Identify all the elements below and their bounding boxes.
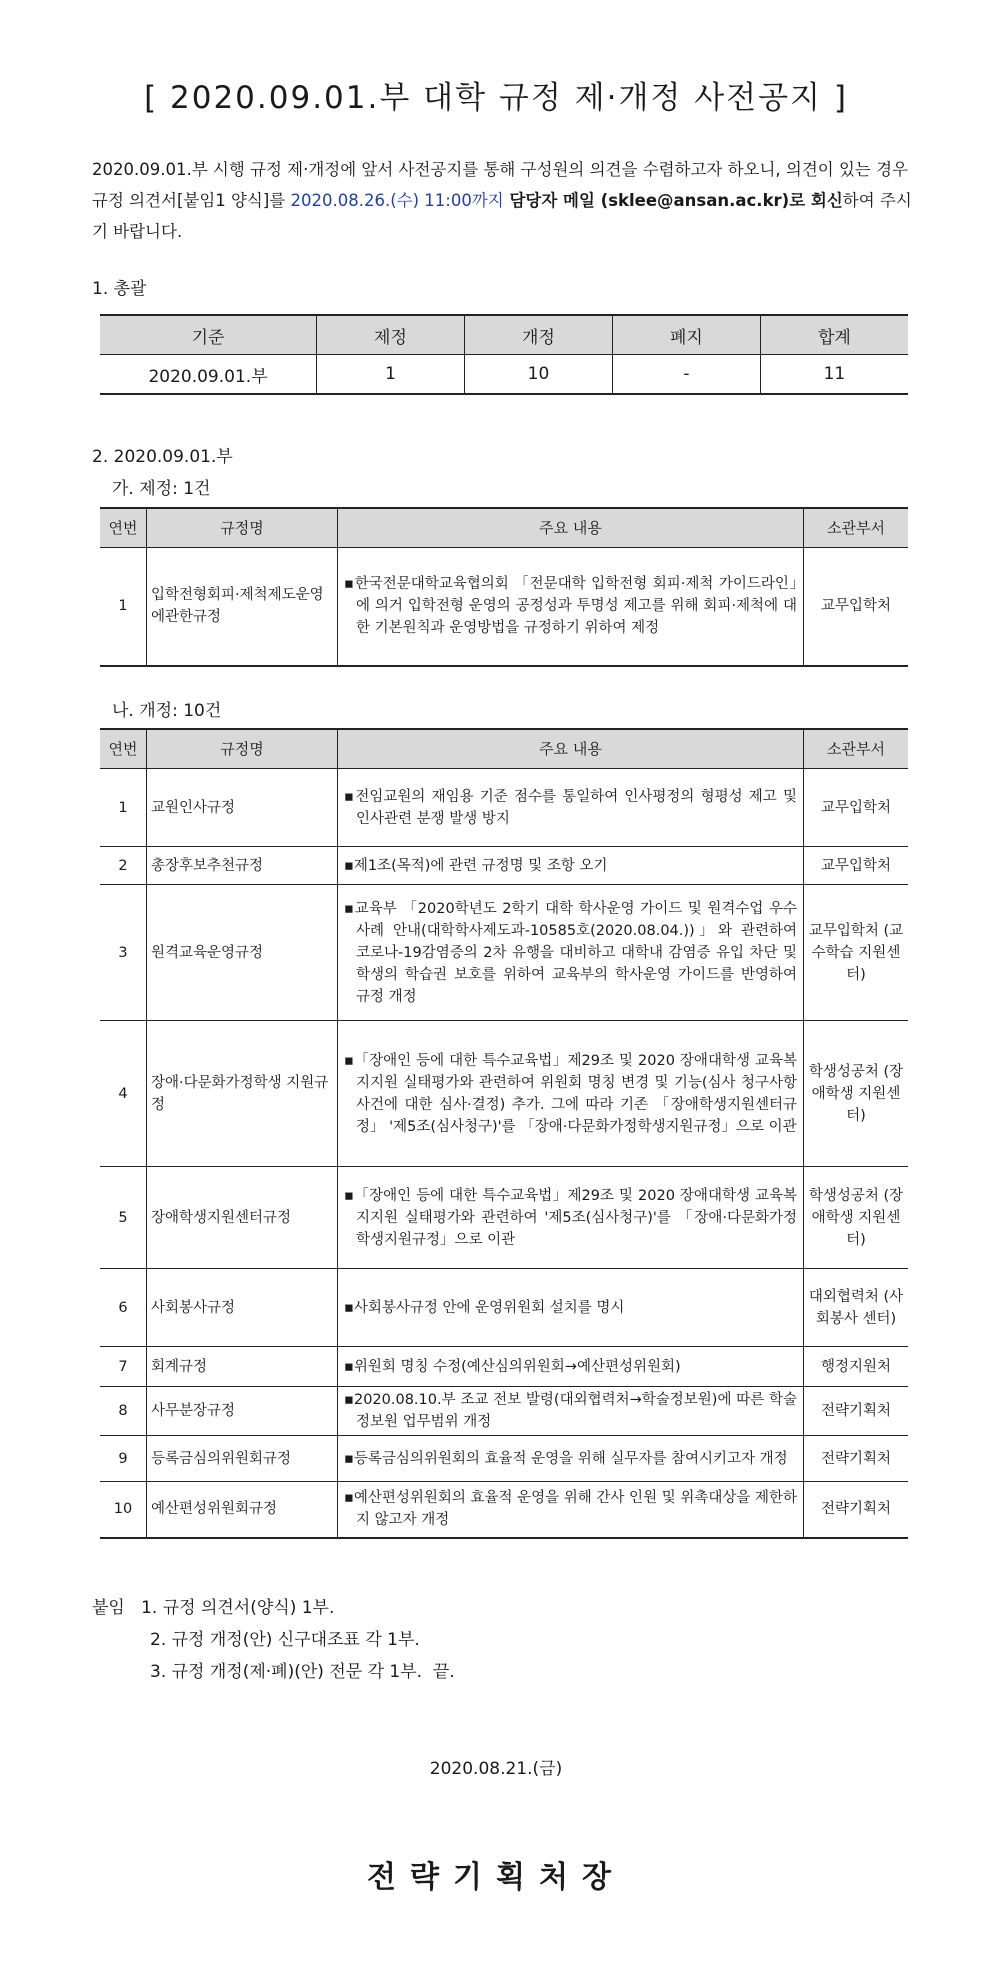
row-number: 7 xyxy=(118,1358,128,1375)
intro-email: (sklee@ansan.ac.kr)로 회신 xyxy=(600,191,843,210)
attachment-item: 1. 규정 의견서(양식) 1부. xyxy=(141,1598,335,1618)
main-content-cell xyxy=(338,847,804,885)
signer-title: 전략기획처장 xyxy=(367,1860,625,1895)
attachment-row xyxy=(92,1592,455,1624)
regulation-name: 장애·다문화가정학생 지원규정 xyxy=(151,1074,329,1113)
main-content-cell xyxy=(338,1436,804,1482)
main-content-cell xyxy=(338,1167,804,1269)
main-content: ▪사회봉사규정 안에 운영위원회 설치를 명시 xyxy=(344,1299,625,1316)
row-number-cell xyxy=(100,1269,147,1347)
table-row xyxy=(100,847,908,885)
row-number: 3 xyxy=(118,944,128,961)
regulation-name-cell xyxy=(147,885,338,1021)
department-cell xyxy=(804,1167,909,1269)
table-row xyxy=(100,1269,908,1347)
amend-table xyxy=(100,728,908,1539)
attachment-row xyxy=(92,1624,455,1656)
row-number: 4 xyxy=(118,1085,128,1102)
regulation-name-cell xyxy=(147,1387,338,1436)
row-number: 10 xyxy=(113,1501,133,1518)
regulation-name: 원격교육운영규정 xyxy=(151,944,264,961)
regulation-name: 입학전형회피·제척제도운영에관한규정 xyxy=(151,587,324,626)
amend-header-row xyxy=(100,729,908,769)
department-cell xyxy=(804,1482,909,1538)
department-cell xyxy=(804,1436,909,1482)
summary-header-cell: 합계 xyxy=(760,315,908,355)
row-number-cell xyxy=(100,548,147,666)
summary-cell: 10 xyxy=(464,355,612,395)
main-content: ▪「장애인 등에 대한 특수교육법」제29조 및 2020 장애대학생 교육복지지원 실태평가와 관련하여 '제5조(심사청구)'를 「장애·다문화가정학생지원규정」으로 이관 xyxy=(344,1187,797,1248)
row-number-cell xyxy=(100,847,147,885)
table-row xyxy=(100,1021,908,1167)
department-cell xyxy=(804,1347,909,1387)
summary-header-cell: 폐지 xyxy=(613,315,761,355)
row-number: 1 xyxy=(118,799,128,816)
row-number-cell xyxy=(100,1021,147,1167)
department: 교무입학처 xyxy=(820,857,892,874)
table-row xyxy=(100,1436,908,1482)
regulation-name: 총장후보추천규정 xyxy=(151,857,264,874)
table-row xyxy=(100,1482,908,1538)
row-number: 1 xyxy=(118,598,128,615)
main-content-cell xyxy=(338,1482,804,1538)
department: 교무입학처 xyxy=(820,598,892,615)
department-cell xyxy=(804,548,909,666)
main-content: ▪2020.08.10.부 조교 전보 발령(대외협력처→학술정보원)에 따른 학술정보원 업무범위 개정 xyxy=(344,1392,797,1430)
regulation-name-cell xyxy=(147,1482,338,1538)
row-number-cell xyxy=(100,1482,147,1538)
department: 학생성공처 (장애학생 지원센터) xyxy=(808,1063,904,1124)
summary-cell: 11 xyxy=(760,355,908,395)
main-content-cell xyxy=(338,548,804,666)
section2-heading: 2. 2020.09.01.부 xyxy=(92,447,233,467)
row-number-cell xyxy=(100,885,147,1021)
department: 전략기획처 xyxy=(820,1501,892,1518)
attachment-item: 3. 규정 개정(제·폐)(안) 전문 각 1부. 끝. xyxy=(150,1662,455,1682)
attachment-item: 2. 규정 개정(안) 신구대조표 각 1부. xyxy=(150,1630,420,1650)
table-row xyxy=(100,1167,908,1269)
intro-deadline: 2020.08.26.(수) 11:00까지 xyxy=(290,191,504,210)
department-cell xyxy=(804,1387,909,1436)
department-cell xyxy=(804,847,909,885)
enact-table xyxy=(100,507,908,667)
main-content-cell xyxy=(338,769,804,847)
department: 교무입학처 xyxy=(820,799,892,816)
main-content-cell xyxy=(338,885,804,1021)
summary-header-cell: 개정 xyxy=(464,315,612,355)
row-number: 8 xyxy=(118,1403,128,1419)
main-content: ▪위원회 명칭 수정(예산심의위원회→예산편성위원회) xyxy=(344,1358,681,1375)
department-cell xyxy=(804,885,909,1021)
department-cell xyxy=(804,1269,909,1347)
row-number: 5 xyxy=(118,1209,128,1226)
col-header-content: 주요 내용 xyxy=(338,729,804,769)
main-content: ▪제1조(목적)에 관련 규정명 및 조항 오기 xyxy=(344,857,608,874)
row-number-cell xyxy=(100,1436,147,1482)
col-header-no: 연번 xyxy=(100,508,147,548)
col-header-content: 주요 내용 xyxy=(338,508,804,548)
intro-paragraph xyxy=(92,154,912,247)
regulation-name-cell xyxy=(147,1269,338,1347)
intro-text-3: 하여 주시기 바랍니다. xyxy=(92,191,912,241)
main-content-cell xyxy=(338,1347,804,1387)
summary-data-row xyxy=(100,355,908,395)
table-row xyxy=(100,1347,908,1387)
department: 전략기획처 xyxy=(820,1450,892,1467)
row-number-cell xyxy=(100,1167,147,1269)
department: 학생성공처 (장애학생 지원센터) xyxy=(808,1187,904,1248)
col-header-name: 규정명 xyxy=(147,729,338,769)
section1-heading: 1. 총괄 xyxy=(92,279,147,299)
main-content: ▪예산편성위원회의 효율적 운영을 위해 간사 인원 및 위촉대상을 제한하지 않고자 개정 xyxy=(344,1490,797,1529)
table-row xyxy=(100,548,908,666)
department-cell xyxy=(804,769,909,847)
regulation-name-cell xyxy=(147,847,338,885)
main-content-cell xyxy=(338,1021,804,1167)
regulation-name: 사무분장규정 xyxy=(151,1403,236,1419)
main-content: ▪「장애인 등에 대한 특수교육법」제29조 및 2020 장애대학생 교육복지지원 실태평가와 관련하여 위원회 명칭 변경 및 기능(심사 청구사항 사건에 대한 심사·결정) 추가. 그에 따라 기존 「장애학생지원센터규정」 '제5조(심사청구)'를 「장애·다문화가정학생지원규정」으로 이관 xyxy=(344,1052,797,1135)
regulation-name-cell xyxy=(147,1347,338,1387)
intro-text-2: 담당자 메일 xyxy=(503,191,601,210)
attachments xyxy=(92,1592,455,1688)
regulation-name: 장애학생지원센터규정 xyxy=(151,1209,292,1226)
col-header-no: 연번 xyxy=(100,729,147,769)
summary-header-cell: 제정 xyxy=(317,315,465,355)
regulation-name: 교원인사규정 xyxy=(151,799,236,816)
department: 행정지원처 xyxy=(820,1358,892,1375)
regulation-name: 사회봉사규정 xyxy=(151,1299,236,1316)
summary-header-cell: 기준 xyxy=(100,315,317,355)
col-header-dept: 소관부서 xyxy=(804,508,909,548)
regulation-name-cell xyxy=(147,769,338,847)
main-content-cell xyxy=(338,1387,804,1436)
table-row xyxy=(100,769,908,847)
regulation-name: 예산편성위원회규정 xyxy=(151,1501,278,1518)
table-row xyxy=(100,885,908,1021)
attachments-label: 붙임 xyxy=(92,1598,125,1618)
col-header-name: 규정명 xyxy=(147,508,338,548)
row-number-cell xyxy=(100,769,147,847)
summary-cell: 2020.09.01.부 xyxy=(100,355,317,395)
table-row xyxy=(100,1387,908,1436)
regulation-name: 회계규정 xyxy=(151,1358,208,1375)
intro-text-1: 2020.09.01.부 시행 규정 제·개정에 앞서 사전공지를 통해 구성원의 의견을 수렴하고자 하오니, 의견이 있는 경우 규정 의견서[붙임1 양식]를 xyxy=(92,160,908,210)
document-date: 2020.08.21.(금) xyxy=(429,1759,563,1779)
main-content: ▪전임교원의 재임용 기준 점수를 통일하여 인사평정의 형평성 제고 및 인사관련 분쟁 발생 방지 xyxy=(344,788,797,827)
col-header-dept: 소관부서 xyxy=(804,729,909,769)
row-number: 6 xyxy=(118,1299,128,1316)
main-content: ▪한국전문대학교육협의회 「전문대학 입학전형 회피·제척 가이드라인」에 의거 입학전형 운영의 공정성과 투명성 제고를 위해 회피·제척에 대한 기본원칙과 운영방법을 규정하기 위하여 제정 xyxy=(344,576,797,637)
main-content: ▪교육부 「2020학년도 2학기 대학 학사운영 가이드 및 원격수업 우수사례 안내(대학학사제도과-10585호(2020.08.04.))」와 관련하여 코로나-19감염증의 2차 유행을 대비하고 대학내 감염증 유입 차단 및 학생의 학습권 보호를 위하여 교육부의 학사운영 가이드를 반영하여 규정 개정 xyxy=(344,900,797,1005)
department: 전략기획처 xyxy=(820,1403,892,1419)
department: 교무입학처 (교수학습 지원센터) xyxy=(808,922,904,983)
regulation-name-cell xyxy=(147,1436,338,1482)
enact-subheading: 가. 제정: 1건 xyxy=(112,479,211,499)
regulation-name: 등록금심의위원회규정 xyxy=(151,1450,292,1467)
row-number: 2 xyxy=(118,857,128,874)
row-number-cell xyxy=(100,1387,147,1436)
regulation-name-cell xyxy=(147,1167,338,1269)
summary-cell: 1 xyxy=(317,355,465,395)
department: 대외협력처 (사회봉사 센터) xyxy=(808,1288,904,1327)
enact-header-row xyxy=(100,508,908,548)
summary-cell: - xyxy=(613,355,761,395)
attachment-row xyxy=(92,1656,455,1688)
document-title: [ 2020.09.01.부 대학 규정 제·개정 사전공지 ] xyxy=(144,80,848,116)
main-content-cell xyxy=(338,1269,804,1347)
department-cell xyxy=(804,1021,909,1167)
regulation-name-cell xyxy=(147,1021,338,1167)
row-number-cell xyxy=(100,1347,147,1387)
regulation-name-cell xyxy=(147,548,338,666)
amend-subheading: 나. 개정: 10건 xyxy=(112,701,222,721)
summary-table xyxy=(100,314,908,395)
summary-header-row xyxy=(100,315,908,355)
row-number: 9 xyxy=(118,1450,128,1467)
main-content: ▪등록금심의위원회의 효율적 운영을 위해 실무자를 참여시키고자 개정 xyxy=(344,1450,788,1467)
